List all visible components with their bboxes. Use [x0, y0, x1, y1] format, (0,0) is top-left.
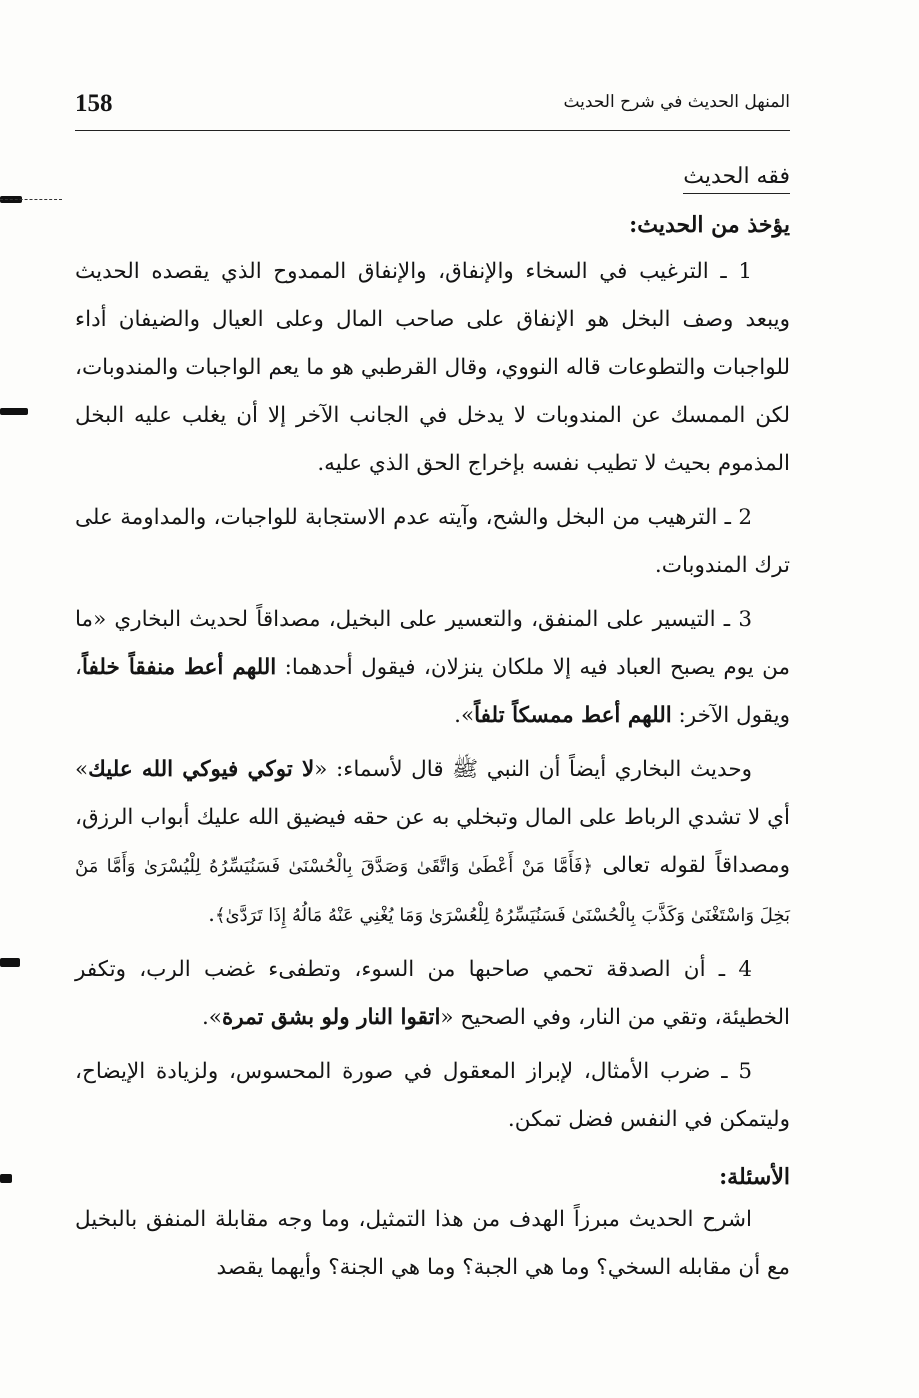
- paragraph-3-text: 3 ـ التيسير على المنفق، والتعسير على البخيل، مصداقاً لحديث البخاري «ما من يوم يصبح العباد فيه إلا ملكان ينزلان، فيقول أحدهما:: [75, 607, 791, 680]
- paragraph-4: [75, 746, 790, 940]
- hadith-quote-1: اللهم أعط منفقاً خلفاً: [81, 655, 277, 680]
- page-number: 158: [75, 90, 113, 117]
- hadith-quote-3: لا توكي فيوكي الله عليك: [88, 757, 315, 782]
- paragraph-4-end: .: [208, 902, 215, 927]
- quran-verse: ﴿فَأَمَّا مَنْ أَعْطَىٰ وَاتَّقَىٰ وَصَدَّقَ بِالْحُسْنَىٰ فَسَنُيَسِّرُهُ لِلْيُسْرَىٰ وَأَمَّا مَنْ بَخِلَ وَاسْتَغْنَىٰ وَكَذَّبَ بِالْحُسْنَىٰ فَسَنُيَسِّرُهُ لِلْعُسْرَىٰ وَمَا يُغْنِي عَنْهُ مَالُهُ إِذَا تَرَدَّىٰ﴾: [75, 856, 790, 926]
- hadith-quote-2: اللهم أعط ممسكاً تلفاً: [474, 703, 672, 728]
- edge-mark: [0, 958, 20, 967]
- section-title: فقه الحديث: [683, 164, 790, 194]
- paragraph-3: [75, 596, 790, 740]
- section-title-wrap: [75, 160, 790, 194]
- paragraph-6: 5 ـ ضرب الأمثال، لإبراز المعقول في صورة المحسوس، ولزيادة الإيضاح، وليتمكن في النفس فضل تمكن.: [75, 1059, 790, 1132]
- edge-mark: [0, 1174, 12, 1183]
- paragraph-4-mid: » أي لا تشدي الرباط على المال وتبخلي به عن حقه فيضيق الله عليك أبواب الرزق، ومصداقاً لقوله تعالى: [75, 757, 791, 878]
- paragraph-5-end: ».: [201, 1005, 222, 1030]
- questions-title: الأسئلة:: [719, 1164, 790, 1190]
- page-header: [75, 90, 790, 130]
- question-text: اشرح الحديث مبرزاً الهدف من هذا التمثيل، وما وجه مقابلة المنفق بالبخيل مع أن مقابله السخي؟ وما هي الجبة؟ وما هي الجنة؟ وأيهما يقصد: [75, 1207, 790, 1280]
- paragraph-5-text: 4 ـ أن الصدقة تحمي صاحبها من السوء، وتطفىء غضب الرب، وتكفر الخطيئة، وتقي من النار، وفي الصحيح «: [75, 957, 790, 1030]
- running-title: المنهل الحديث في شرح الحديث: [563, 92, 790, 112]
- hadith-quote-4: اتقوا النار ولو بشق تمرة: [221, 1005, 441, 1030]
- paragraph-5: [75, 946, 790, 1042]
- paragraph-3-end: ».: [454, 703, 475, 728]
- paragraph-4-text: وحديث البخاري أيضاً أن النبي ﷺ قال لأسماء: «: [314, 757, 753, 782]
- edge-dash: [0, 199, 62, 200]
- page-body: [75, 160, 790, 1298]
- paragraph-3-mid: ، ويقول الآخر:: [75, 655, 790, 728]
- subheading: يؤخذ من الحديث:: [629, 212, 790, 238]
- paragraph-2: 2 ـ الترهيب من البخل والشح، وآيته عدم الاستجابة للواجبات، والمداومة على ترك المندوبات.: [75, 505, 790, 578]
- paragraph-1: 1 ـ الترغيب في السخاء والإنفاق، والإنفاق الممدوح الذي يقصده الحديث ويبعد وصف البخل هو الإنفاق على صاحب المال وعلى العيال والضيفان أداء للواجبات والتطوعات قاله النووي، وقال القرطبي هو ما يعم الواجبات والمندوبات، لكن الممسك عن المندوبات لا يدخل في الجانب الآخر إلا أن يغلب عليه البخل المذموم بحيث لا تطيب نفسه بإخراج الحق الذي عليه.: [75, 259, 790, 476]
- header-rule: [75, 130, 790, 131]
- edge-mark: [0, 408, 28, 415]
